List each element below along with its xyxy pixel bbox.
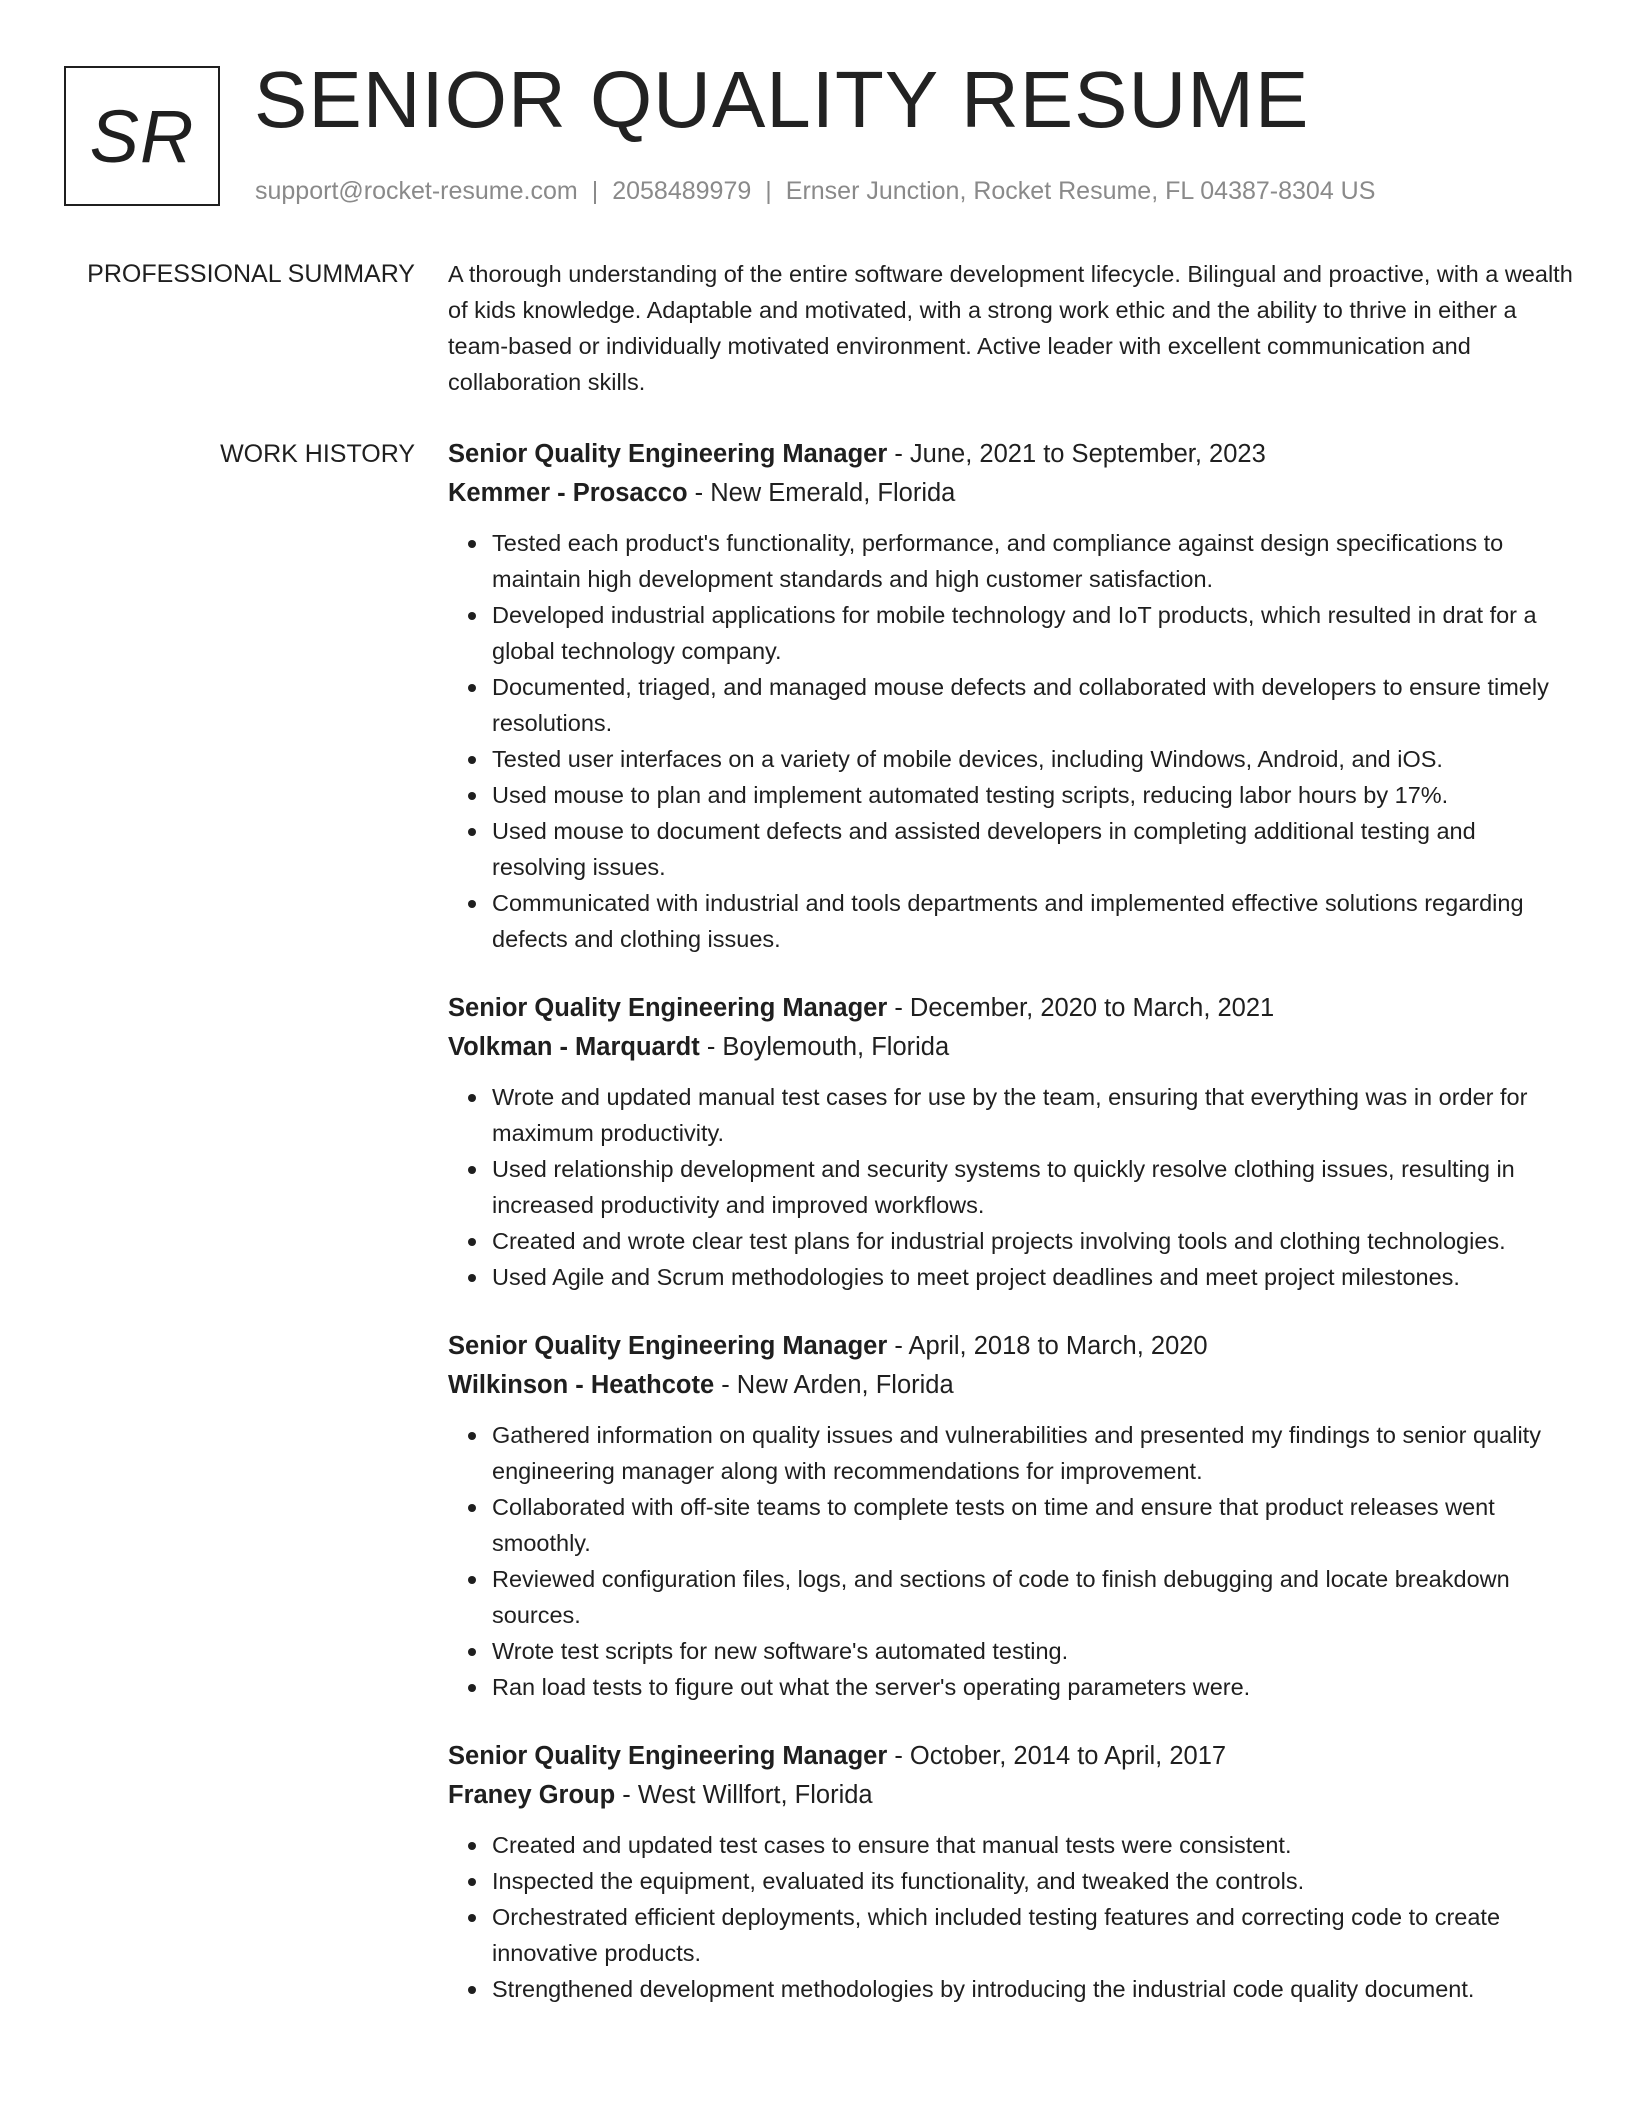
job-bullet: Inspected the equipment, evaluated its functionality, and tweaked the controls. (492, 1863, 1574, 1899)
contact-email[interactable]: support@rocket-resume.com (255, 177, 578, 205)
job-company: Volkman - Marquardt (448, 1033, 700, 1061)
job-location: - New Emerald, Florida (687, 479, 956, 507)
section-label-work-history: WORK HISTORY (220, 440, 415, 468)
job-bullet: Developed industrial applications for mobile technology and IoT products, which resulted in drat for a global technology company. (492, 597, 1574, 669)
job-title-line (448, 1327, 1574, 1366)
summary-text: A thorough understanding of the entire software development lifecycle. Bilingual and proactive, with a wealth of kids knowledge. Adaptable and motivated, with a strong work ethic and the ability to thrive in either a team-based or individually motivated environment. Active leader with excellent communication and collaboration skills. (448, 261, 1573, 395)
job-location: - West Willfort, Florida (615, 1781, 873, 1809)
contact-address: Ernser Junction, Rocket Resume, FL 04387-8304 US (785, 177, 1376, 205)
job-company-line (448, 474, 1574, 513)
job-entry (448, 989, 1574, 1295)
job-entry (448, 1327, 1574, 1705)
job-bullet: Strengthened development methodologies by introducing the industrial code quality document. (492, 1971, 1574, 2007)
job-company: Kemmer - Prosacco (448, 479, 688, 507)
job-bullet: Orchestrated efficient deployments, which included testing features and correcting code to create innovative products. (492, 1899, 1574, 1971)
job-bullet: Tested user interfaces on a variety of mobile devices, including Windows, Android, and iOS. (492, 741, 1574, 777)
job-bullet: Wrote and updated manual test cases for use by the team, ensuring that everything was in order for maximum productivity. (492, 1079, 1574, 1151)
job-title-line (448, 1737, 1574, 1776)
resume-title: SENIOR QUALITY RESUME (254, 55, 1310, 144)
monogram-text: SR (89, 94, 195, 178)
job-bullet: Reviewed configuration files, logs, and sections of code to finish debugging and locate breakdown sources. (492, 1561, 1574, 1633)
job-bullet: Collaborated with off-site teams to complete tests on time and ensure that product releases went smoothly. (492, 1489, 1574, 1561)
job-entry (448, 1737, 1574, 2007)
job-dates: - June, 2021 to September, 2023 (887, 440, 1266, 468)
contact-separator: | (765, 177, 772, 205)
job-company-line (448, 1776, 1574, 1815)
job-bullet: Created and updated test cases to ensure that manual tests were consistent. (492, 1827, 1574, 1863)
job-company: Wilkinson - Heathcote (448, 1371, 715, 1399)
job-title-line (448, 989, 1574, 1028)
job-title-line (448, 435, 1574, 474)
job-bullet: Used mouse to plan and implement automated testing scripts, reducing labor hours by 17%. (492, 777, 1574, 813)
summary-section (448, 256, 1574, 400)
job-title: Senior Quality Engineering Manager (448, 1332, 888, 1360)
job-bullet-list (448, 1079, 1574, 1295)
job-company: Franey Group (448, 1781, 616, 1809)
job-entry (448, 435, 1574, 957)
contact-phone[interactable]: 2058489979 (612, 177, 752, 205)
job-dates: - December, 2020 to March, 2021 (887, 994, 1275, 1022)
job-location: - New Arden, Florida (714, 1371, 954, 1399)
job-bullet: Wrote test scripts for new software's automated testing. (492, 1633, 1574, 1669)
work-history-section (448, 435, 1574, 2039)
job-bullet: Tested each product's functionality, performance, and compliance against design specifications to maintain high development standards and high customer satisfaction. (492, 525, 1574, 597)
job-bullet-list (448, 1827, 1574, 2007)
job-bullet-list (448, 1417, 1574, 1705)
job-bullet: Created and wrote clear test plans for industrial projects involving tools and clothing technologies. (492, 1223, 1574, 1259)
job-bullet: Ran load tests to figure out what the server's operating parameters were. (492, 1669, 1574, 1705)
job-bullet: Communicated with industrial and tools departments and implemented effective solutions regarding defects and clothing issues. (492, 885, 1574, 957)
monogram-badge (64, 66, 220, 206)
job-company-line (448, 1366, 1574, 1405)
job-title: Senior Quality Engineering Manager (448, 994, 888, 1022)
job-bullet: Used mouse to document defects and assisted developers in completing additional testing and resolving issues. (492, 813, 1574, 885)
job-dates: - October, 2014 to April, 2017 (887, 1742, 1227, 1770)
job-dates: - April, 2018 to March, 2020 (887, 1332, 1208, 1360)
job-location: - Boylemouth, Florida (699, 1033, 950, 1061)
job-bullet: Used relationship development and security systems to quickly resolve clothing issues, resulting in increased productivity and improved workflows. (492, 1151, 1574, 1223)
job-title: Senior Quality Engineering Manager (448, 440, 888, 468)
section-label-summary: PROFESSIONAL SUMMARY (87, 260, 415, 288)
contact-separator: | (591, 177, 599, 205)
job-bullet-list (448, 525, 1574, 957)
job-title: Senior Quality Engineering Manager (448, 1742, 888, 1770)
job-bullet: Documented, triaged, and managed mouse defects and collaborated with developers to ensure timely resolutions. (492, 669, 1574, 741)
job-company-line (448, 1028, 1574, 1067)
contact-line (255, 174, 1375, 208)
job-bullet: Gathered information on quality issues and vulnerabilities and presented my findings to senior quality engineering manager along with recommendations for improvement. (492, 1417, 1574, 1489)
job-bullet: Used Agile and Scrum methodologies to meet project deadlines and meet project milestones. (492, 1259, 1574, 1295)
